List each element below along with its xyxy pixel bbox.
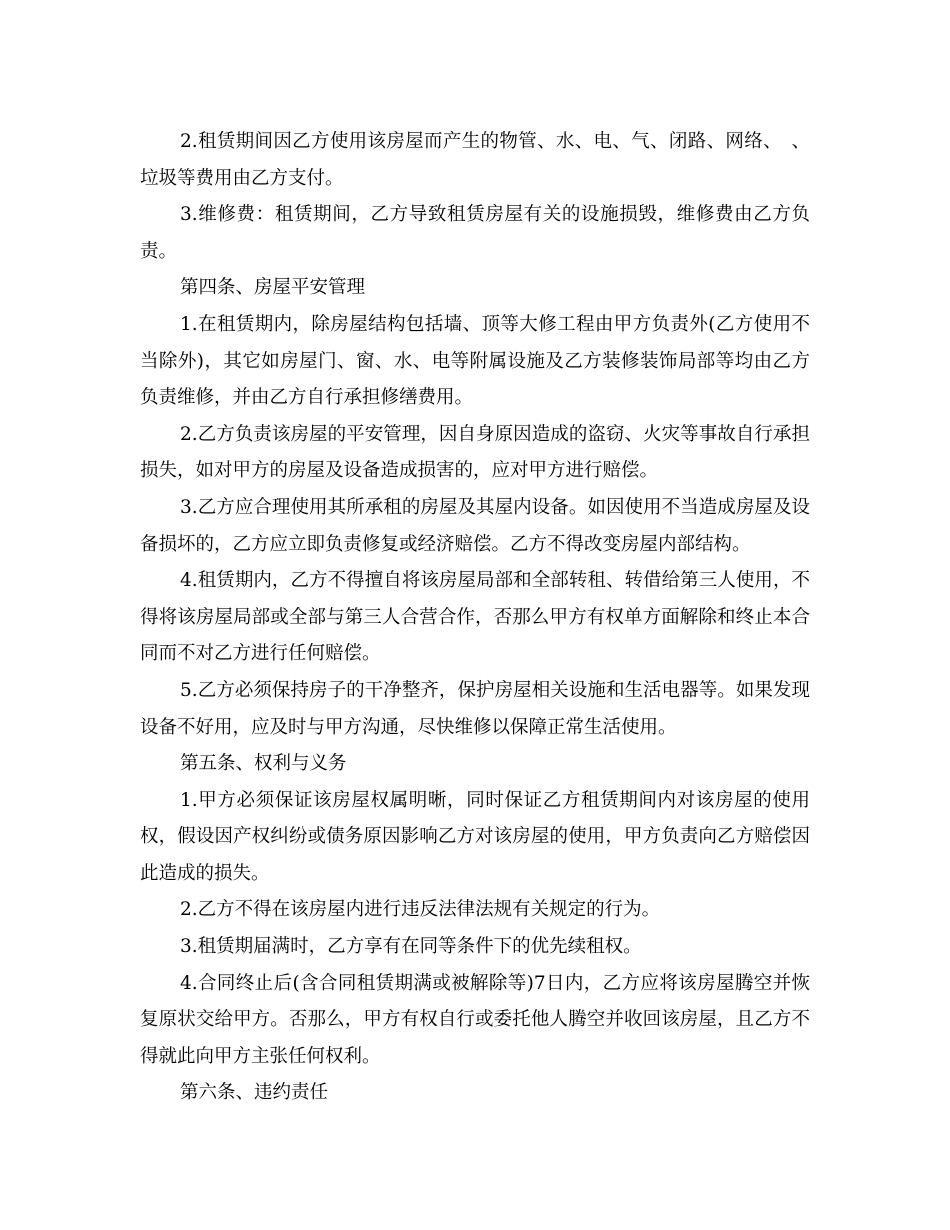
section-heading-article-6: 第六条、违约责任 [180, 1082, 329, 1104]
article-4-item-5: 5.乙方必须保持房子的干净整齐，保护房屋相关设施和生活电器等。如果发现设备不好用，应及时与甲方沟通，尽快维修以保障正常生活使用。 [140, 679, 810, 738]
section-heading-article-4: 第四条、房屋平安管理 [180, 277, 366, 299]
article-4-item-4: 4.租赁期内，乙方不得擅自将该房屋局部和全部转租、转借给第三人使用，不得将该房屋局部或全部与第三人合营合作，否那么甲方有权单方面解除和终止本合同而不对乙方进行任何赔偿。 [140, 570, 810, 665]
document-body [140, 124, 810, 1112]
clause-4-3-maintenance-fee: 3.维修费：租赁期间，乙方导致租赁房屋有关的设施损毁，维修费由乙方负责。 [140, 204, 810, 262]
section-heading-article-5: 第五条、权利与义务 [180, 753, 347, 775]
article-5-item-2: 2.乙方不得在该房屋内进行违反法律法规有关规定的行为。 [180, 899, 661, 921]
article-4-item-1: 1.在租赁期内，除房屋结构包括墙、顶等大修工程由甲方负责外(乙方使用不当除外)，其它如房屋门、窗、水、电等附属设施及乙方装修装饰局部等均由乙方负责维修，并由乙方自行承担修缮费用。 [140, 313, 810, 409]
article-5-item-1: 1.甲方必须保证该房屋权属明晰，同时保证乙方租赁期间内对该房屋的使用权，假设因产权纠纷或债务原因影响乙方对该房屋的使用，甲方负责向乙方赔偿因此造成的损失。 [140, 789, 810, 884]
article-5-item-4: 4.合同终止后(含合同租赁期满或被解除等)7日内，乙方应将该房屋腾空并恢复原状交给甲方。否那么，甲方有权自行或委托他人腾空并收回该房屋，且乙方不得就此向甲方主张任何权利。 [140, 972, 810, 1067]
clause-4-2-utilities: 2.租赁期间因乙方使用该房屋而产生的物管、水、电、气、闭路、网络、 、垃圾等费用由乙方支付。 [140, 131, 810, 189]
article-4-item-2: 2.乙方负责该房屋的平安管理，因自身原因造成的盗窃、火灾等事故自行承担损失，如对甲方的房屋及设备造成损害的，应对甲方进行赔偿。 [140, 423, 810, 482]
article-5-item-3: 3.租赁期届满时，乙方享有在同等条件下的优先续租权。 [180, 936, 642, 958]
article-4-item-3: 3.乙方应合理使用其所承租的房屋及其屋内设备。如因使用不当造成房屋及设备损坏的，乙方应立即负责修复或经济赔偿。乙方不得改变房屋内部结构。 [140, 496, 810, 555]
